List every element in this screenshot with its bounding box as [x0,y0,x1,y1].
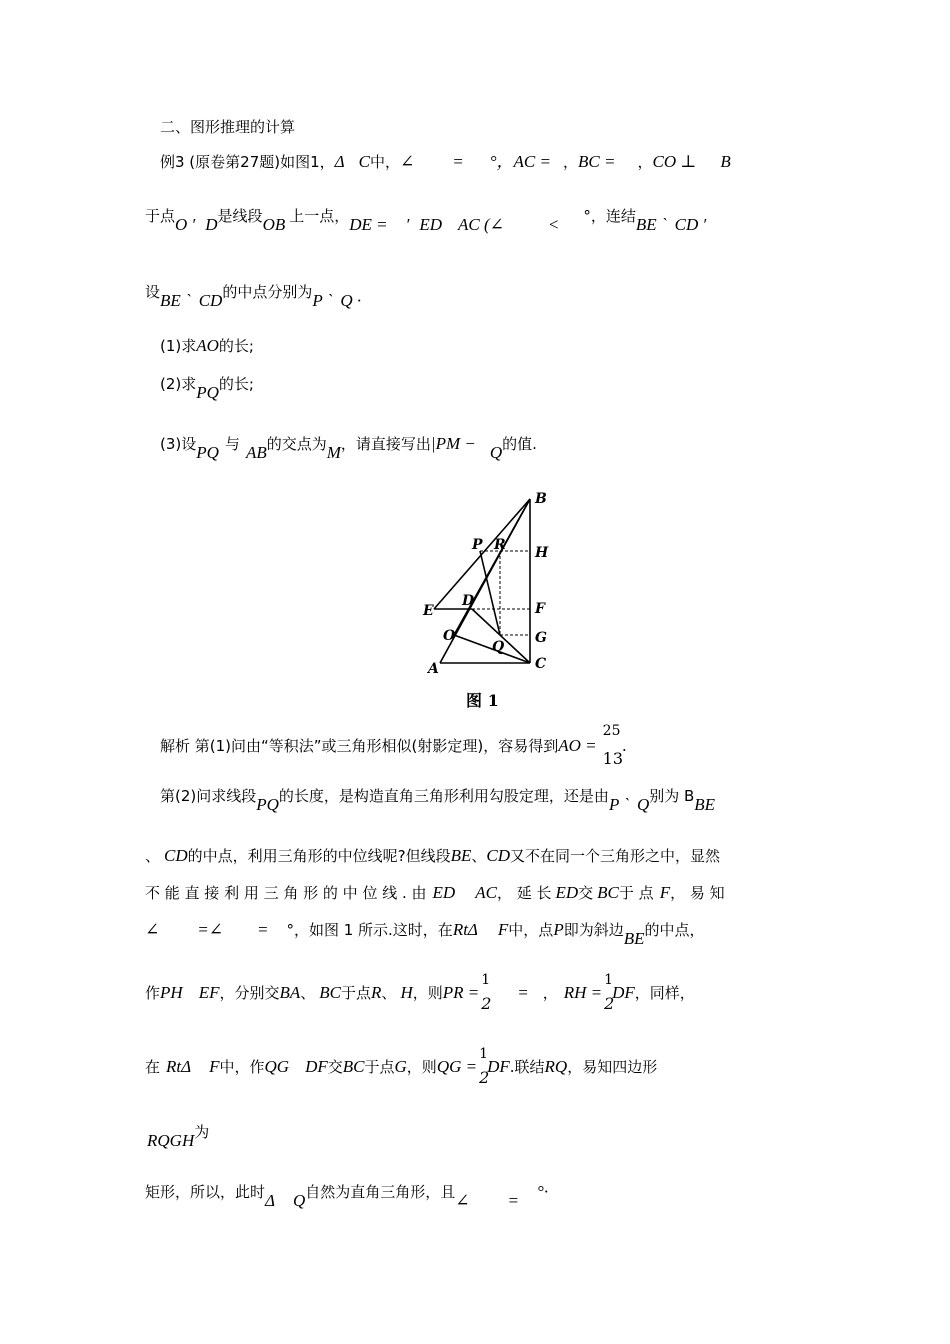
analysis-line-7: 在 RtΔ F中，作QG DF交BC于点G，则QG = 1 2 DF.联结RQ，易知四边形 [145,1045,658,1087]
label-F: F [535,601,545,617]
label-Q: Q [492,639,505,655]
analysis-line-5: ∠ =∠ = °，如图 1 所示.这时，在RtΔ F中，点P即为斜边BE的中点， [145,920,705,948]
question-1: (1)求AO的长; [160,336,254,355]
analysis-line-2: 第(2)问求线段PQ的长度，是构造直角三角形利用勾股定理，还是由P ` Q别为 BBE [160,787,716,814]
analysis-line-3: 、 CD的中点，利用三角形的中位线呢?但线段BE、CD又不在同一个三角形之中，显然 [145,846,721,865]
label-B: B [535,491,547,507]
example-line-2: 于点O ′ D是线段OB 上一点，DE = ′ ED AC (∠ < °，连结BE ` CD ′ [145,207,707,234]
label-O: O [443,628,456,644]
analysis-line-8: RQGH为 [147,1123,210,1150]
fraction: 25 13 [602,722,624,768]
label-D: D [462,593,475,609]
analysis-line-9: 矩形，所以，此时Δ Q自然为直角三角形，且∠ = °· [145,1182,549,1210]
question-2: (2)求PQ的长; [160,375,254,402]
example-line-1: 例3 (原卷第27题)如图1，Δ C中，∠ = °，AC = ，BC = ，CO ⊥ B [160,152,731,171]
fraction-half: 1 2 [604,971,615,1013]
example-line-3: 设BE ` CD的中点分别为P ` Q · [145,283,362,310]
question-3: (3)设PQ 与 AB的交点为M，请直接写出|PM − Q的值. [160,434,537,462]
segment-OB [454,499,530,635]
label-H: H [535,545,549,561]
label-G: G [535,630,547,646]
analysis-line-4: 不 能 直 接 利 用 三 角 形 的 中 位 线 . 由 ED AC， 延 长 ED交 BC于 点 F， 易 知 [145,883,725,902]
fraction-half: 1 2 [481,971,492,1013]
fraction-half: 1 2 [479,1045,490,1087]
analysis-line-6: 作PH EF，分别交BA、 BC于点R、 H，则PR = 1 2 = ， RH = 1 2 DF，同样， [145,971,695,1013]
figure-caption: 图 1 [466,691,499,710]
label-P: P [472,537,483,553]
label-E: E [423,603,434,619]
segment-PQ [480,551,500,635]
label-A: A [428,661,439,677]
label-C: C [535,656,547,672]
segment-BE [434,499,530,609]
example-label: 例3 (原卷第27题)如图1， [160,153,335,171]
section-heading: 二、图形推理的计算 [160,118,296,136]
geometry-figure [410,485,580,715]
label-R: R [494,537,506,553]
analysis-line-1: 解析 第(1)问由“等积法”或三角形相似(射影定理)，容易得到AO = 25 13 . [160,722,627,768]
